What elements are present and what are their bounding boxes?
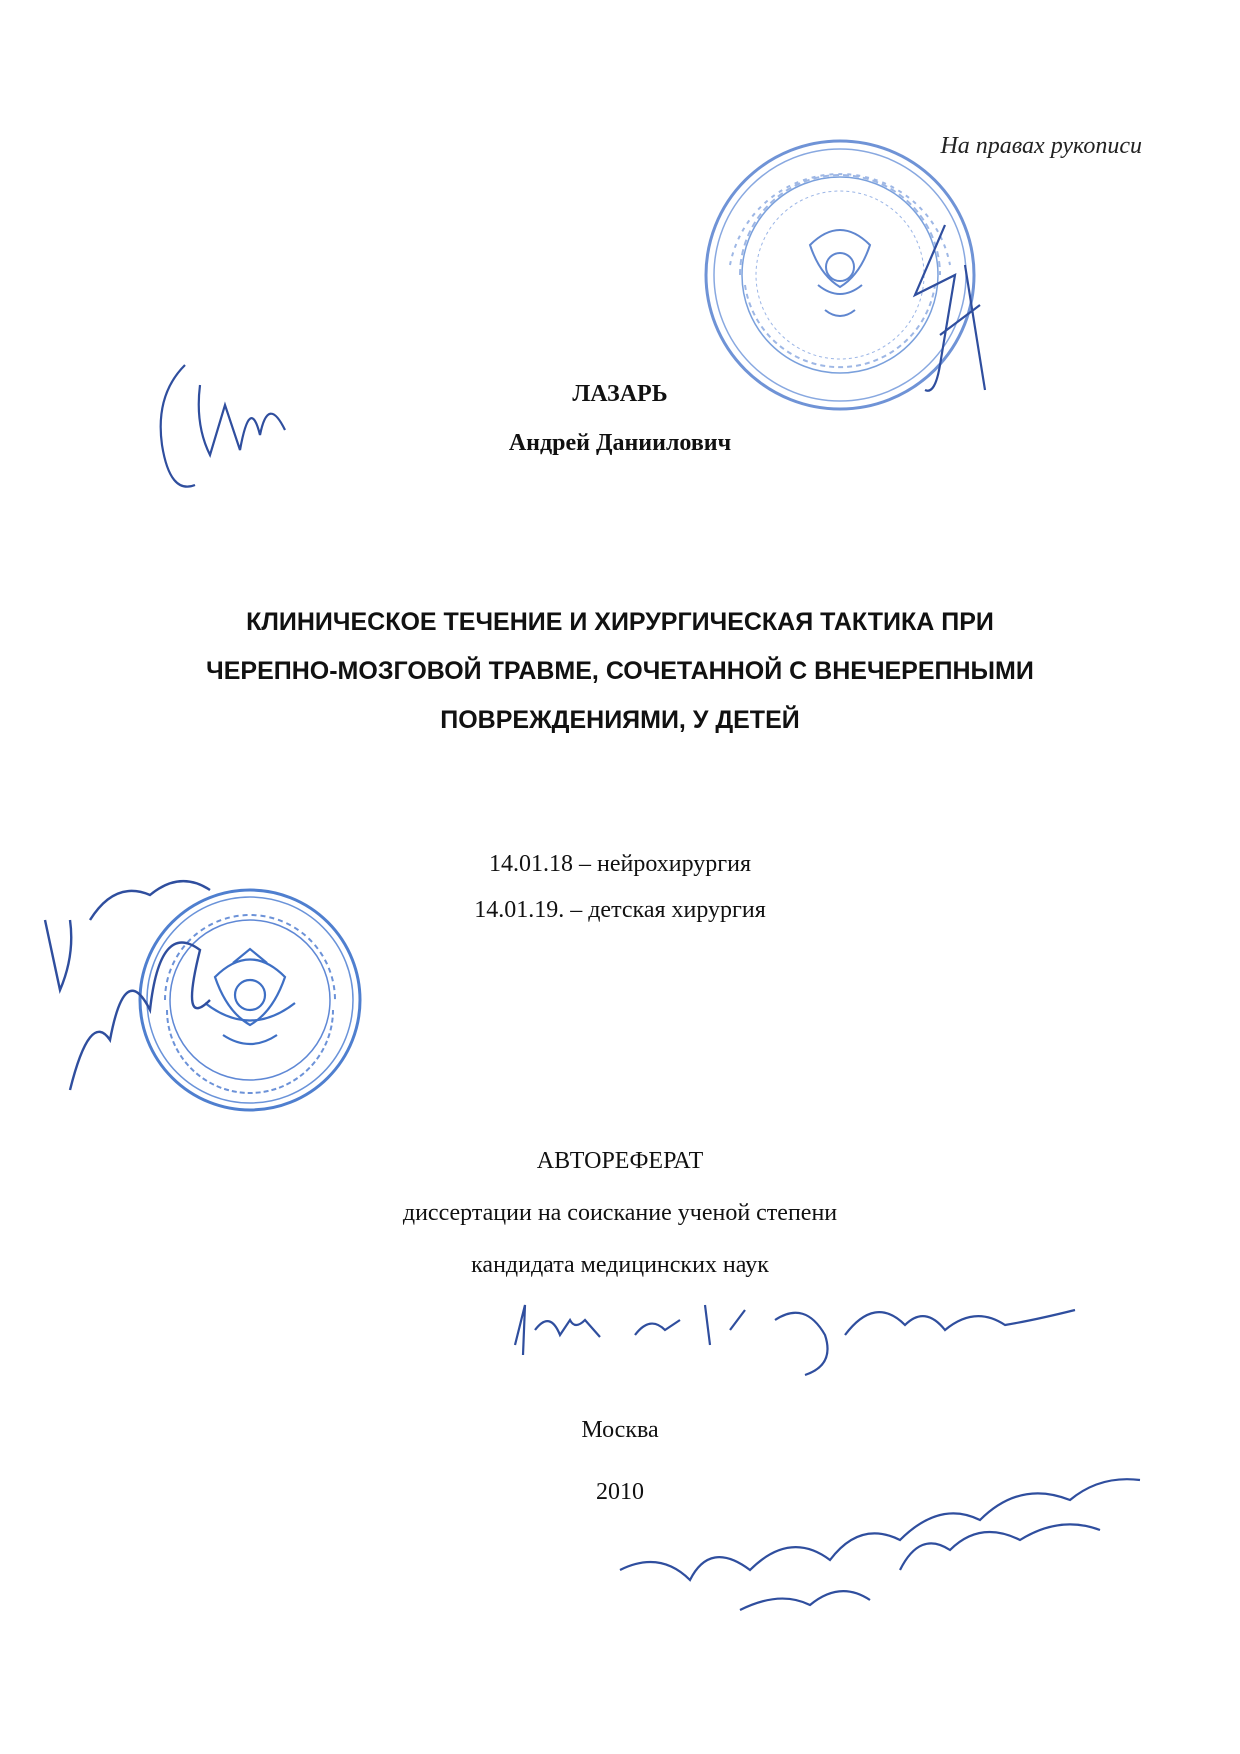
- imprint-year: 2010: [596, 1479, 644, 1505]
- document-type: АВТОРЕФЕРАТ: [536, 1148, 704, 1174]
- author-name: Андрей Даниилович: [508, 430, 732, 456]
- imprint-city: Москва: [581, 1417, 659, 1443]
- specialty-line: 14.01.19. – детская хирургия: [474, 897, 766, 923]
- author-surname: ЛАЗАРЬ: [572, 381, 668, 407]
- signature-over-seal: [885, 215, 1005, 405]
- specialty-line: 14.01.18 – нейрохирургия: [489, 851, 751, 877]
- title-line: ПОВРЕЖДЕНИЯМИ, У ДЕТЕЙ: [440, 706, 800, 734]
- degree-line: кандидата медицинских наук: [471, 1252, 769, 1278]
- handwritten-supervisor-signature: [600, 1420, 1160, 1630]
- dissertation-title: [0, 598, 1240, 745]
- title-line: КЛИНИЧЕСКОЕ ТЕЧЕНИЕ И ХИРУРГИЧЕСКАЯ ТАКТИКА ПРИ: [246, 608, 994, 636]
- title-line: ЧЕРЕПНО-МОЗГОВОЙ ТРАВМЕ, СОЧЕТАННОЙ С ВНЕЧЕРЕПНЫМИ: [206, 657, 1034, 685]
- handwritten-supervisor-note: [505, 1285, 1095, 1395]
- degree-line: диссертации на соискание ученой степени: [402, 1200, 838, 1226]
- manuscript-rights-note: На правах рукописи: [940, 133, 1142, 159]
